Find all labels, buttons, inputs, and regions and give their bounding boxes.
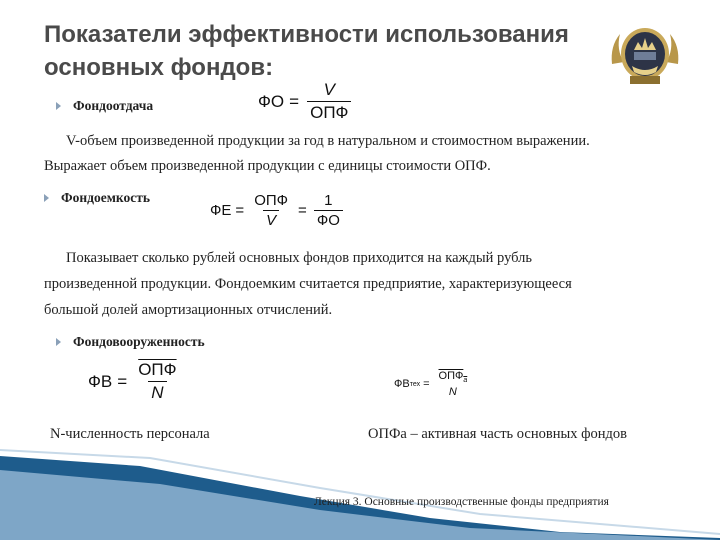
fondootdacha-heading: Фондоотдача (73, 98, 154, 113)
fo-numerator: V (323, 80, 335, 99)
formula-fo (258, 80, 354, 123)
fvt-denominator: N (448, 386, 457, 399)
title-line-2: основных фондов: (44, 54, 274, 81)
fvt-lhs: ФВ (394, 378, 410, 391)
fe-eq-2: = (298, 202, 307, 219)
fv-denominator: N (148, 381, 166, 403)
fo-fraction (307, 80, 351, 123)
bullet-fondovooruzhennost (56, 334, 205, 350)
bullet-fondoemkost (44, 190, 150, 206)
fondovooruzhennost-heading: Фондовооруженность (73, 334, 205, 349)
formula-fv (88, 360, 183, 403)
formula-fe (210, 192, 346, 229)
fvt-num-sub: а (463, 377, 468, 385)
fv-note-right: ОПФа – активная часть основных фондов (368, 426, 627, 442)
fe-eq-1: = (235, 202, 245, 219)
fv-note-left: N-численность персонала (50, 426, 210, 442)
emblem-logo (606, 20, 684, 88)
slide-title (44, 18, 604, 84)
footer-lecture: Лекция 3. Основные производственные фонды предприятия (314, 496, 609, 508)
fe-lhs: ФЕ (210, 202, 232, 219)
fvt-fraction (436, 370, 471, 398)
fv-numerator: ОПФ (138, 360, 177, 379)
fvt-sub: тех (409, 380, 421, 388)
fe-numerator-2: 1 (324, 192, 333, 209)
fe-numerator-1: ОПФ (254, 192, 289, 209)
bullet-fondootdacha (56, 98, 153, 114)
fe-description-1: Показывает сколько рублей основных фондов приходится на каждый рубль (66, 250, 533, 266)
bullet-arrow-icon (44, 194, 49, 202)
decorative-wave (0, 448, 720, 540)
fe-fraction-1 (251, 192, 291, 229)
fo-denominator: ОПФ (307, 101, 351, 123)
fe-fraction-2 (314, 192, 343, 229)
fvt-numerator (436, 370, 471, 385)
fe-description-3: большой долей амортизационных отчислений. (44, 302, 333, 318)
fvt-eq: = (423, 378, 430, 391)
fv-fraction (135, 360, 179, 403)
fe-description-2: произведенной продукции. Фондоемким считается предприятие, характеризующееся (44, 276, 572, 292)
title-line-1: Показатели эффективности использования (44, 21, 569, 48)
formula-fv-tech (394, 370, 473, 398)
fo-description-1: V-объем произведенной продукции за год в натуральном и стоимостном выражении. (66, 133, 590, 149)
fe-denominator-2: ФО (314, 210, 343, 229)
fo-description-2: Выражает объем произведенной продукции с единицы стоимости ОПФ. (44, 158, 491, 174)
bullet-arrow-icon (56, 338, 61, 346)
fo-eq: = (289, 91, 300, 111)
fe-denominator-1: V (263, 210, 279, 229)
fv-lhs: ФВ (88, 371, 113, 391)
fo-lhs: ФО (258, 91, 285, 111)
fv-eq: = (117, 371, 128, 391)
fondoemkost-heading: Фондоемкость (61, 190, 151, 205)
bullet-arrow-icon (56, 102, 61, 110)
fvt-num-main: ОПФ (438, 370, 464, 382)
